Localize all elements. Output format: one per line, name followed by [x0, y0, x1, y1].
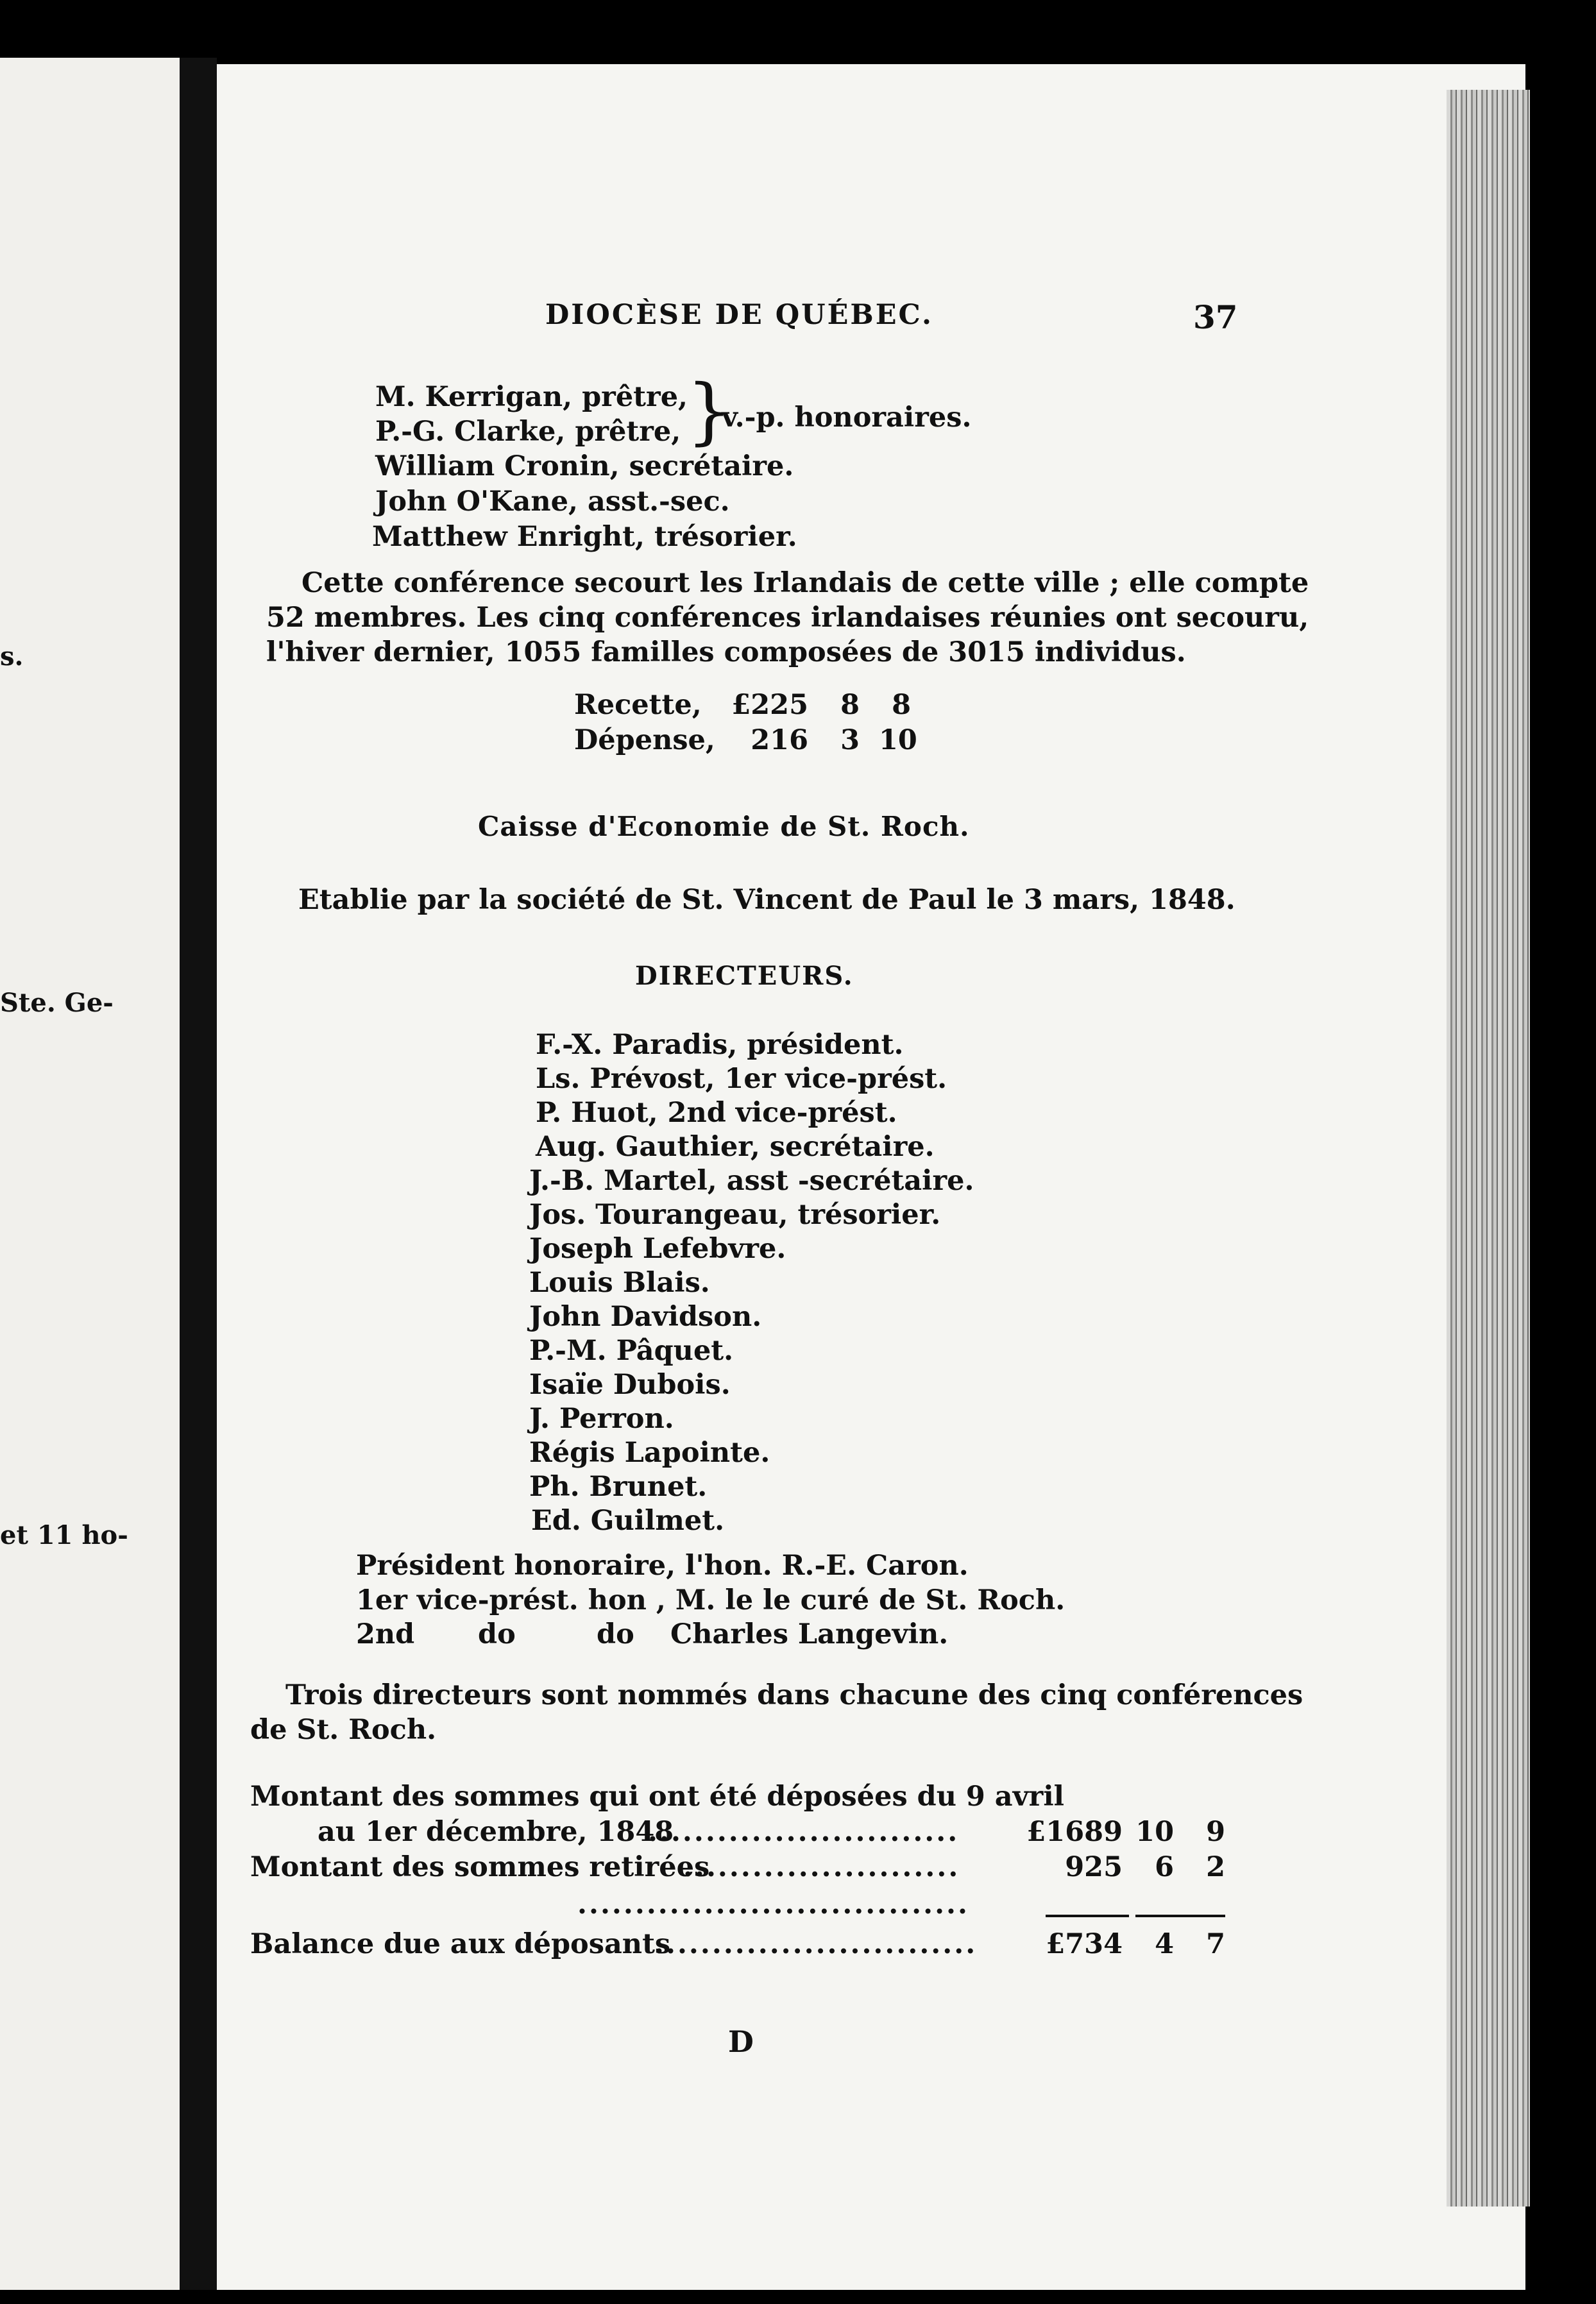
left-facing-page: [0, 58, 180, 2290]
account-pence: 10: [879, 724, 917, 756]
established-line: Etablie par la société de St. Vincent de Paul le 3 mars, 1848.: [298, 884, 1235, 916]
balance-pounds: £734: [1046, 1928, 1123, 1960]
account-shillings: 3: [840, 724, 860, 756]
paragraph-line: 52 membres. Les cinq conférences irlandaises réunies ont secouru,: [266, 602, 1309, 634]
director-name: Ed. Guilmet.: [531, 1505, 725, 1537]
account-pounds: 216: [751, 724, 808, 756]
officer-line: John O'Kane, asst.-sec.: [375, 486, 730, 518]
running-title: DIOCÈSE DE QUÉBEC.: [545, 299, 933, 331]
director-name: Régis Lapointe.: [529, 1437, 770, 1469]
deposits-shillings: 10: [1135, 1816, 1174, 1848]
honorary-line: 1er vice-prést. hon , M. le le curé de St. Roch.: [356, 1584, 1065, 1616]
director-name: Aug. Gauthier, secrétaire.: [536, 1131, 935, 1163]
honorary-line: Président honoraire, l'hon. R.-E. Caron.: [356, 1550, 969, 1582]
brace-label: v.-p. honoraires.: [722, 402, 972, 434]
deposits-pence: 9: [1206, 1816, 1225, 1848]
withdrawn-pounds: 925: [1065, 1851, 1123, 1883]
director-name: Joseph Lefebvre.: [529, 1233, 786, 1265]
note-line: Trois directeurs sont nommés dans chacune des cinq conférences: [285, 1679, 1303, 1711]
left-fragment: Ste. Ge-: [0, 988, 114, 1018]
paragraph-line: l'hiver dernier, 1055 familles composées de 3015 individus.: [266, 636, 1186, 668]
leader-dots: ........................: [683, 1851, 960, 1883]
account-label: Dépense,: [574, 724, 715, 756]
account-label: Recette,: [574, 689, 702, 721]
statement-label: Montant des sommes retirées: [250, 1851, 710, 1883]
sum-rule: [1135, 1915, 1225, 1917]
balance-shillings: 4: [1155, 1928, 1174, 1960]
signature-mark: D: [728, 2024, 754, 2059]
leader-dots: ............................: [654, 1928, 978, 1960]
sum-rule: [1046, 1915, 1129, 1917]
honorary-word: 2nd: [356, 1618, 415, 1650]
honorary-word: Charles Langevin.: [670, 1618, 949, 1650]
director-name: F.-X. Paradis, président.: [536, 1029, 904, 1061]
page-number: 37: [1193, 298, 1238, 336]
officer-line: P.-G. Clarke, prêtre,: [375, 416, 681, 448]
section-title: Caisse d'Economie de St. Roch.: [478, 811, 970, 842]
paragraph-line: Cette conférence secourt les Irlandais de cette ville ; elle compte: [301, 567, 1309, 599]
officer-line: Matthew Enright, trésorier.: [372, 521, 797, 553]
director-name: Ls. Prévost, 1er vice-prést.: [536, 1063, 947, 1095]
director-name: P. Huot, 2nd vice-prést.: [536, 1097, 897, 1129]
brace: }: [686, 369, 733, 453]
account-shillings: 8: [840, 689, 860, 721]
director-name: John Davidson.: [529, 1301, 762, 1333]
withdrawn-shillings: 6: [1155, 1851, 1174, 1883]
directors-heading: DIRECTEURS.: [635, 961, 854, 991]
book-gutter: [180, 58, 217, 2290]
leader-dots: ..................................: [577, 1888, 969, 1920]
note-line: de St. Roch.: [250, 1714, 437, 1746]
deposits-pounds: £1689: [1026, 1816, 1123, 1848]
officer-line: M. Kerrigan, prêtre,: [375, 381, 688, 413]
statement-label: Montant des sommes qui ont été déposées du 9 avril: [250, 1781, 1064, 1813]
left-fragment: s.: [0, 641, 24, 672]
director-name: Louis Blais.: [529, 1267, 710, 1299]
withdrawn-pence: 2: [1206, 1851, 1225, 1883]
director-name: Jos. Tourangeau, trésorier.: [529, 1199, 941, 1231]
account-pence: 8: [892, 689, 911, 721]
director-name: J. Perron.: [529, 1403, 674, 1435]
director-name: J.-B. Martel, asst -secrétaire.: [529, 1165, 974, 1197]
officer-line: William Cronin, secrétaire.: [375, 450, 794, 482]
statement-label: Balance due aux déposants: [250, 1928, 671, 1960]
director-name: Ph. Brunet.: [529, 1471, 708, 1503]
balance-pence: 7: [1206, 1928, 1225, 1960]
leader-dots: ...........................: [648, 1816, 960, 1848]
account-pounds: £225: [731, 689, 808, 721]
page-edge-stack: [1447, 90, 1530, 2207]
left-fragment: et 11 ho-: [0, 1520, 128, 1550]
director-name: P.-M. Pâquet.: [529, 1335, 734, 1367]
honorary-word: do: [597, 1618, 634, 1650]
statement-label: au 1er décembre, 1848: [318, 1816, 674, 1848]
director-name: Isaïe Dubois.: [529, 1369, 731, 1401]
honorary-word: do: [478, 1618, 516, 1650]
